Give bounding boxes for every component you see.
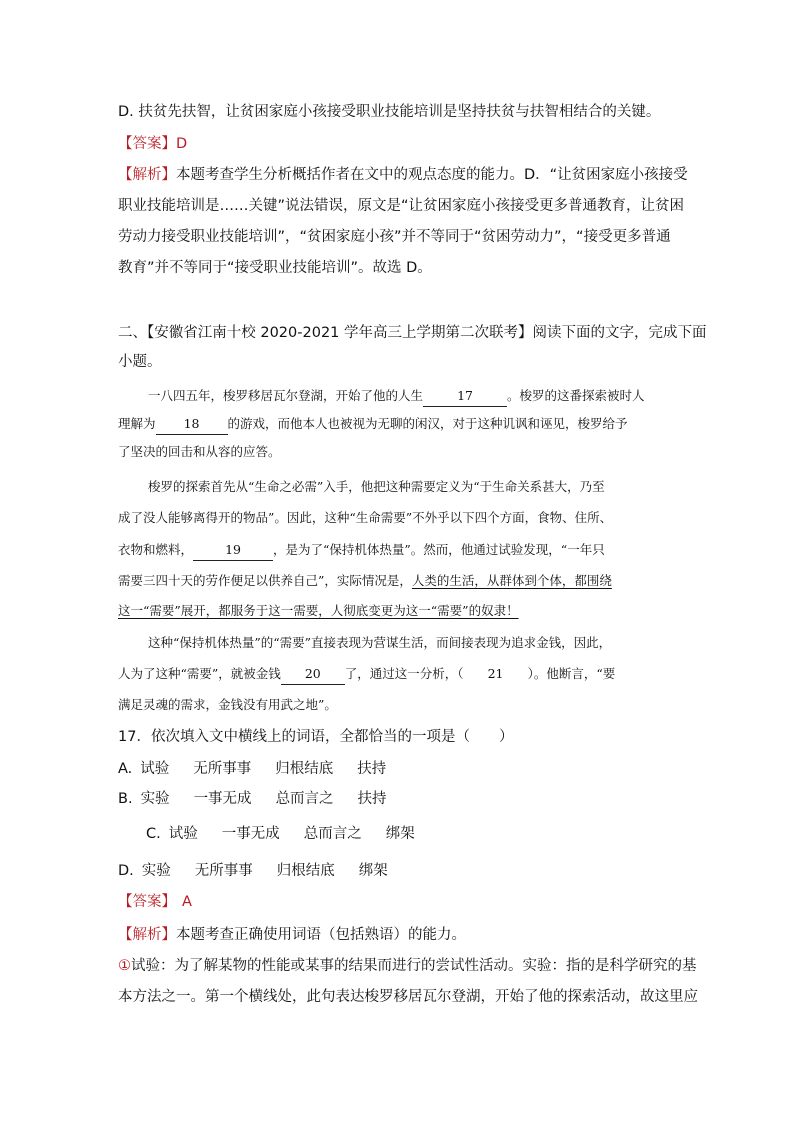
option-word: 试验 [168,826,198,842]
passage-text: ，是为了“保持机体热量”。然而，他通过试验发现，“一年只 [273,542,605,557]
passage-line: 了坚决的回击和从容的应答。 [118,444,281,459]
option-word: 实验 [140,791,170,807]
option-word: 一事无成 [221,826,280,842]
passage-text: ）。他断言，“要 [527,666,616,681]
option-word: 无所事事 [194,863,253,879]
blank-17: 17 [423,386,507,407]
option-word: 试验 [140,761,170,777]
option-word: 扶持 [357,791,387,807]
option-word: 绑架 [358,863,388,879]
analysis-text: 本题考查学生分析概括作者在文中的观点态度的能力。D．“让贫困家庭小孩接受 [176,167,688,183]
blank-18: 18 [156,414,228,435]
analysis-line-1 [118,165,688,185]
option-letter: D. [118,863,134,879]
answer-value: D [176,136,188,152]
passage-line: 这种“保持机体热量”的“需要”直接表现为营谋生活，而间接表现为追求金钱，因此， [148,635,612,650]
analysis-label: 【解析】 [118,927,176,943]
passage-text: 理解为 [118,416,156,431]
analysis-line-4: 教育”并不等同于“接受职业技能培训”。故选 D。 [118,260,432,276]
blank-19: 19 [193,540,273,561]
option-c [146,824,415,844]
passage-line: 梭罗的探索首先从“生命之必需”入手，他把这种需要定义为“于生命关系甚大，乃至 [148,479,605,494]
option-word: 一事无成 [193,791,252,807]
blank-21: 21 [487,666,504,681]
analysis-label: 【解析】 [118,167,176,183]
passage-text: 人为了这种“需要”，就被金钱 [118,666,281,681]
option-word: 总而言之 [275,791,334,807]
passage-line: 满足灵魂的需求，金钱没有用武之地”。 [118,697,337,712]
analysis-text: 试验：为了解某物的性能或某事的结果而进行的尝试性活动。实验：指的是科学研究的基 [131,958,697,974]
option-word: 绑架 [385,826,415,842]
option-word: 归根结底 [276,863,335,879]
answer-label: 【答案】 [118,894,176,910]
question-17-stem: 17．依次填入文中横线上的词语，全都恰当的一项是（ ） [118,729,514,745]
answer-line [118,134,187,154]
passage-text: 了，通过这一分析，（ [344,666,464,681]
answer-label: 【答案】 [118,136,176,152]
passage-line: 成了没人能够离得开的物品”。因此，这种“生命需要”不外乎以下四个方面，食物、住所、 [118,510,613,525]
option-a [118,759,386,779]
option-letter: B. [118,791,133,807]
option-b [118,789,387,809]
option-word: 无所事事 [193,761,252,777]
answer-line [118,892,192,912]
option-d [118,861,388,881]
analysis-line-1 [118,925,466,945]
answer-value: A [182,894,192,910]
option-d-prev-question: D. 扶贫先扶智，让贫困家庭小孩接受职业技能培训是坚持扶贫与扶智相结合的关键。 [118,104,661,120]
passage-text: 的游戏，而他本人也被视为无聊的闲汉，对于这种讥讽和诬见，梭罗给予 [227,416,628,431]
section-heading-cont: 小题。 [118,354,162,370]
section-heading: 二、【安徽省江南十校 2020-2021 学年高三上学期第二次联考】阅读下面的文字，完成下面 [118,325,707,341]
passage-line [118,414,628,435]
analysis-line-2: 职业技能培训是……关键”说法错误，原文是“让贫困家庭小孩接受更多普通教育，让贫困 [118,198,685,214]
option-word: 扶持 [357,761,387,777]
option-word: 归根结底 [275,761,334,777]
underlined-sentence: 人类的生活，从群体到个体，都围绕 [411,573,612,588]
option-letter: C. [146,826,161,842]
passage-line [118,540,605,561]
analysis-line-3: 劳动力接受职业技能培训”，“贫困家庭小孩”并不等同于“贫困劳动力”，“接受更多普通 [118,229,671,245]
underlined-sentence-cont: 这一“需要”展开，都服务于这一需要，人彻底变更为这一“需要”的奴隶！ [118,603,519,618]
passage-text: 需要三四十天的劳作便足以供养自己”，实际情况是， [118,573,412,588]
passage-text: 衣物和燃料， [118,542,194,557]
option-letter: A. [118,761,133,777]
passage-text: 。梭罗的这番探索被时人 [507,388,645,403]
blank-20: 20 [281,664,345,685]
passage-text: 一八四五年，梭罗移居瓦尔登湖，开始了他的人生 [148,388,424,403]
passage-line [118,664,615,685]
analysis-text: 本题考查正确使用词语（包括熟语）的能力。 [176,927,466,943]
option-word: 总而言之 [303,826,362,842]
analysis-line-2 [118,956,697,976]
circled-number: ① [118,958,131,974]
passage-line [118,571,612,591]
passage-line [148,386,645,407]
analysis-line-3: 本方法之一。第一个横线处，此句表达梭罗移居瓦尔登湖，开始了他的探索活动，故这里应 [118,989,698,1005]
option-word: 实验 [141,863,171,879]
